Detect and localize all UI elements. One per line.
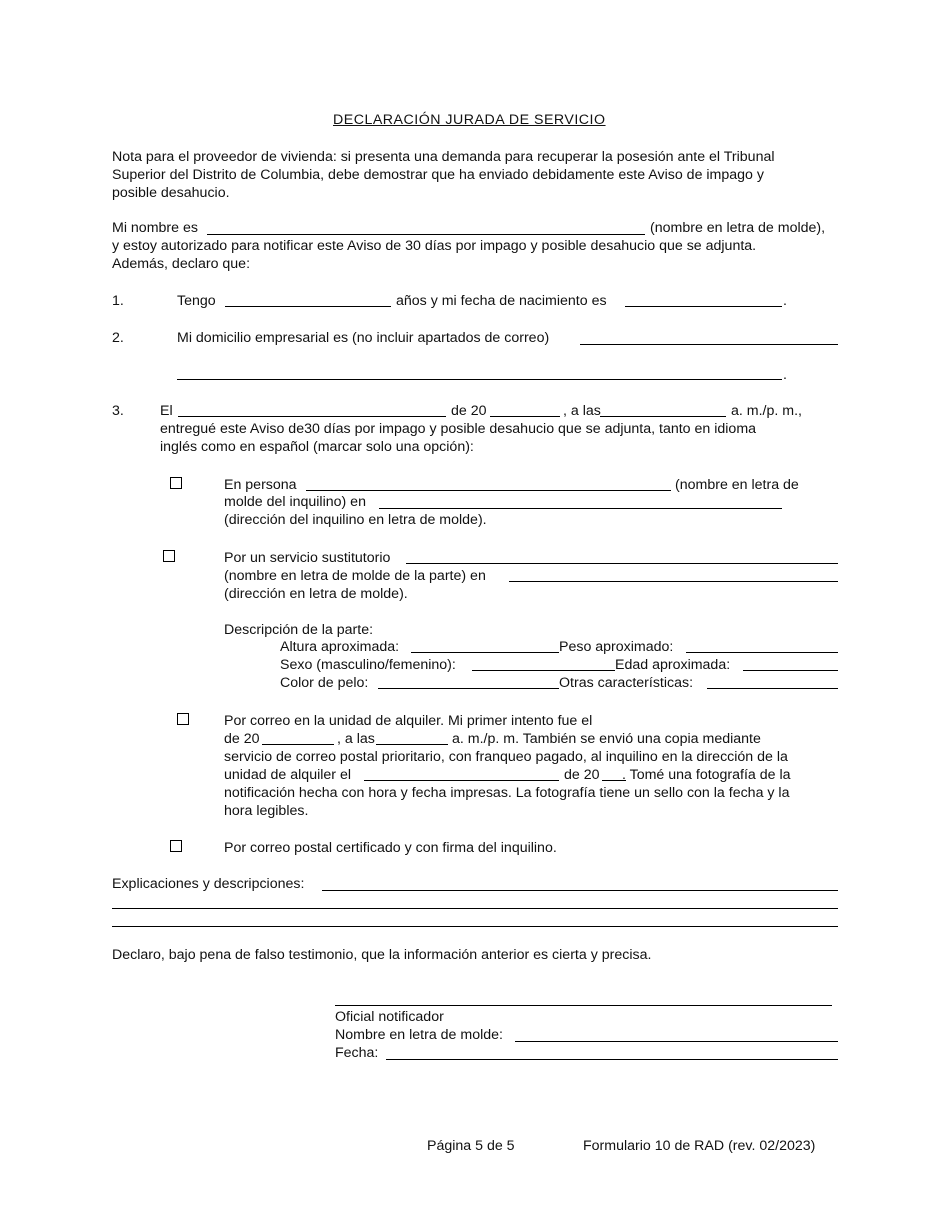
business-address-field[interactable] xyxy=(580,344,838,345)
explanations-label: Explicaciones y descripciones: xyxy=(112,876,305,892)
item-1-number: 1. xyxy=(112,293,124,309)
item-3-de20: de 20 xyxy=(451,403,487,419)
explanations-field-1[interactable] xyxy=(322,890,838,891)
item-1-period: . xyxy=(783,293,787,309)
hair-field[interactable] xyxy=(378,688,559,689)
hair-label: Color de pelo: xyxy=(280,675,369,691)
date-label: Fecha: xyxy=(335,1045,379,1061)
date-field[interactable] xyxy=(386,1059,838,1060)
height-field[interactable] xyxy=(411,652,559,653)
mail-time-field[interactable] xyxy=(376,744,448,745)
party-name-field[interactable] xyxy=(406,563,838,564)
in-person-line-3: (dirección del inquilino en letra de molde). xyxy=(224,512,487,528)
business-address-field-2[interactable] xyxy=(177,379,782,380)
mail-line-4a: unidad de alquiler el xyxy=(224,767,351,783)
age-label: Tengo xyxy=(177,293,216,309)
item-3-number: 3. xyxy=(112,403,124,419)
form-id: Formulario 10 de RAD (rev. 02/2023) xyxy=(583,1138,816,1154)
mail-line-5: notificación hecha con hora y fecha impresas. La fotografía tiene un sello con la fecha y la xyxy=(224,785,790,801)
item-2-number: 2. xyxy=(112,330,124,346)
declaration-text: Declaro, bajo pena de falso testimonio, que la información anterior es cierta y precisa. xyxy=(112,947,652,963)
age-approx-field[interactable] xyxy=(743,670,838,671)
other-traits-field[interactable] xyxy=(707,688,838,689)
officer-label: Oficial notificador xyxy=(335,1009,444,1025)
mail-de20: de 20 xyxy=(224,731,260,747)
mail-line-3: servicio de correo postal prioritario, con franqueo pagado, al inquilino en la dirección de la xyxy=(224,749,788,765)
substitute-line-3: (dirección en letra de molde). xyxy=(224,586,408,602)
weight-label: Peso aproximado: xyxy=(559,639,674,655)
mail-line-4c: . Tomé una fotografía de la xyxy=(622,767,791,783)
sex-label: Sexo (masculino/femenino): xyxy=(280,657,456,673)
party-description-title: Descripción de la parte: xyxy=(224,622,374,638)
mail-year-field[interactable] xyxy=(262,744,334,745)
page-number: Página 5 de 5 xyxy=(427,1138,515,1154)
mail-rental-unit-checkbox[interactable] xyxy=(177,713,189,725)
in-person-suffix: (nombre en letra de xyxy=(675,477,799,493)
in-person-line-2: molde del inquilino) en xyxy=(224,494,366,510)
intro-line-3: Además, declaro que: xyxy=(112,256,251,272)
tenant-name-field[interactable] xyxy=(306,490,671,491)
intro-line-2: y estoy autorizado para notificar este Aviso de 30 días por impago y posible desahucio que se adjunta. xyxy=(112,238,757,254)
mail-line-1: Por correo en la unidad de alquiler. Mi primer intento fue el xyxy=(224,713,593,729)
certified-mail-label: Por correo postal certificado y con firma del inquilino. xyxy=(224,840,557,856)
substitute-service-checkbox[interactable] xyxy=(163,550,175,562)
item-2-period: . xyxy=(783,367,787,383)
explanations-field-3[interactable] xyxy=(112,926,838,927)
signature-line[interactable] xyxy=(335,1005,832,1006)
name-suffix: (nombre en letra de molde), xyxy=(650,220,826,236)
birthdate-label: años y mi fecha de nacimiento es xyxy=(396,293,607,309)
note-line-1: Nota para el proveedor de vivienda: si presenta una demanda para recuperar la posesión ante el Tribunal xyxy=(112,149,775,165)
name-field[interactable] xyxy=(207,234,645,235)
item-3-alas: , a las xyxy=(563,403,601,419)
item-3-ampm: a. m./p. m., xyxy=(731,403,802,419)
tenant-address-field[interactable] xyxy=(379,508,782,509)
name-label: Mi nombre es xyxy=(112,220,198,236)
height-label: Altura aproximada: xyxy=(280,639,400,655)
business-address-label: Mi domicilio empresarial es (no incluir apartados de correo) xyxy=(177,330,550,346)
item-3-line-2: entregué este Aviso de30 días por impago y posible desahucio que se adjunta, tanto en idioma xyxy=(160,421,757,437)
service-year-field[interactable] xyxy=(490,416,560,417)
substitute-line-2: (nombre en letra de molde de la parte) en xyxy=(224,568,486,584)
mail-line-6: hora legibles. xyxy=(224,803,309,819)
other-traits-label: Otras características: xyxy=(559,675,694,691)
in-person-label: En persona xyxy=(224,477,297,493)
printed-name-label: Nombre en letra de molde: xyxy=(335,1027,503,1043)
mail-date-field[interactable] xyxy=(364,780,559,781)
explanations-field-2[interactable] xyxy=(112,908,838,909)
certified-mail-checkbox[interactable] xyxy=(170,840,182,852)
mail-alas: , a las xyxy=(337,731,375,747)
printed-name-field[interactable] xyxy=(515,1041,838,1042)
sex-field[interactable] xyxy=(472,670,615,671)
age-field[interactable] xyxy=(225,306,391,307)
age-approx-label: Edad aproximada: xyxy=(615,657,731,673)
page-title: DECLARACIÓN JURADA DE SERVICIO xyxy=(333,112,606,128)
mail-line-4b: de 20 xyxy=(564,767,600,783)
item-3-el: El xyxy=(160,403,173,419)
substitute-service-label: Por un servicio sustitutorio xyxy=(224,550,391,566)
party-address-field[interactable] xyxy=(509,581,838,582)
note-line-2: Superior del Distrito de Columbia, debe demostrar que ha enviado debidamente este Aviso de impago y xyxy=(112,167,764,183)
weight-field[interactable] xyxy=(686,652,838,653)
mail-ampm: a. m./p. m. También se envió una copia mediante xyxy=(452,731,761,747)
birthdate-field[interactable] xyxy=(625,306,782,307)
in-person-checkbox[interactable] xyxy=(170,477,182,489)
item-3-line-3: inglés como en español (marcar solo una opción): xyxy=(160,439,474,455)
note-line-3: posible desahucio. xyxy=(112,185,230,201)
service-time-field[interactable] xyxy=(600,416,726,417)
service-date-field[interactable] xyxy=(178,416,446,417)
